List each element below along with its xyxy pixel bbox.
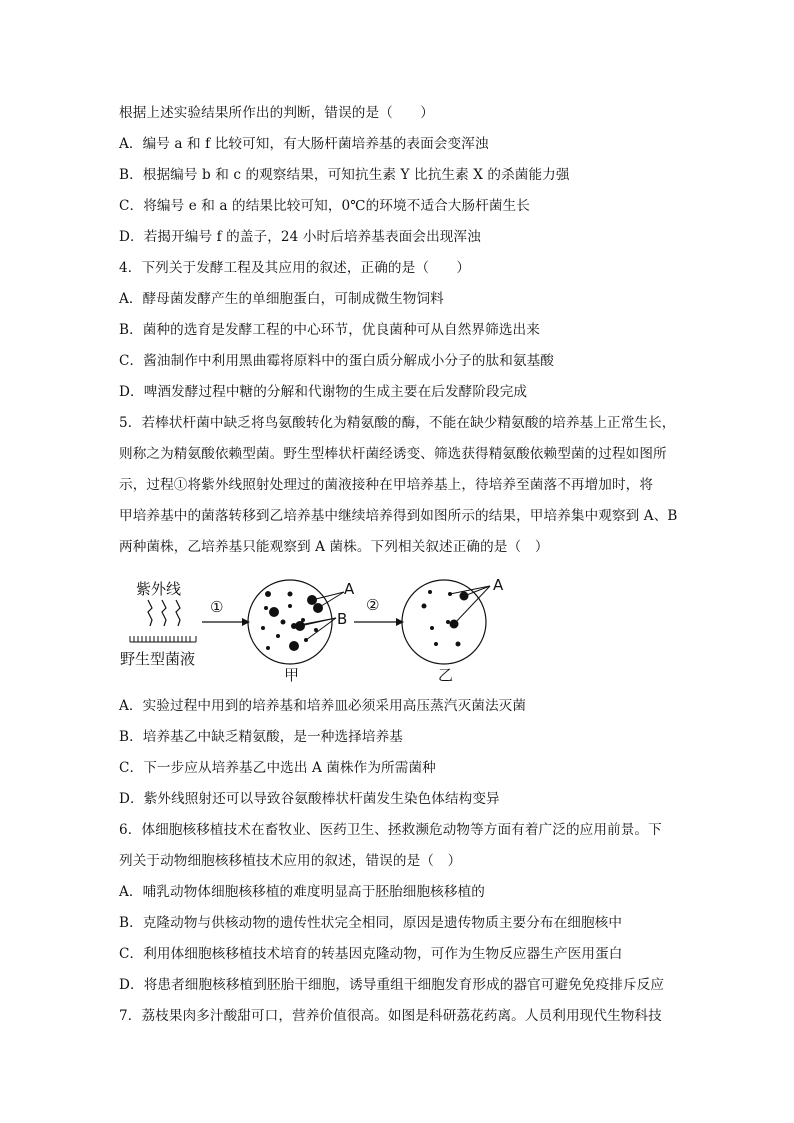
culture-liquid-icon [130,636,196,642]
q6-stem-line-2: 列关于动物细胞核移植技术应用的叙述，错误的是（ ） [119,853,462,869]
q4-stem: 4．下列关于发酵工程及其应用的叙述，正确的是（ ） [119,260,471,276]
q3-option-a: A．编号 a 和 f 比较可知，有大肠杆菌培养基的表面会变浑浊 [119,136,489,152]
dish-yi-colonies [422,590,469,647]
q5-option-c: C．下一步应从培养基乙中选出 A 菌株作为所需菌种 [119,760,436,776]
wild-type-label: 野生型菌液 [120,650,196,668]
q6-option-c: C．利用体细胞核移植技术培育的转基因克隆动物，可作为生物反应器生产医用蛋白 [119,946,623,962]
dish-yi-label: 乙 [438,666,454,684]
q6-stem-line-1: 6．体细胞核移植技术在畜牧业、医药卫生、拯救濒危动物等方面有着广泛的应用前景。下 [119,822,662,838]
q7-stem-line-1: 7．荔枝果肉多汁酸甜可口，营养价值很高。如图是科研荔花药离。人员利用现代生物科技 [119,1008,662,1024]
q5-option-b: B．培养基乙中缺乏精氨酸，是一种选择培养基 [119,729,403,745]
q3-stem: 根据上述实验结果所作出的判断，错误的是（ ） [119,105,434,121]
uv-rays-icon [148,600,180,626]
label-a-dish-yi: A [493,576,504,594]
q5-stem-line-4: 甲培养基中的菌落转移到乙培养基中继续培养得到如图所示的结果，甲培养集中观察到 A、B [119,508,678,524]
q5-option-a: A．实验过程中用到的培养基和培养皿必须采用高压蒸汽灭菌法灭菌 [119,698,527,714]
q6-option-a: A．哺乳动物体细胞核移植的难度明显高于胚胎细胞核移植的 [119,884,485,900]
q5-stem-line-1: 5．若棒状杆菌中缺乏将鸟氨酸转化为精氨酸的酶，不能在缺少精氨酸的培养基上正常生长， [119,415,676,431]
q6-option-b: B．克隆动物与供核动物的遗传性状完全相同，原因是遗传物质主要分布在细胞核中 [119,915,623,931]
step-1-label: ① [210,598,224,616]
dish-jia-label: 甲 [284,666,300,684]
step-2-label: ② [366,596,380,614]
q4-option-a: A．酵母菌发酵产生的单细胞蛋白，可制成微生物饲料 [119,291,444,307]
arrow-1-head-icon [242,618,250,626]
q3-option-d: D．若揭开编号 f 的盖子，24 小时后培养基表面会出现浑浊 [119,229,481,245]
culture-diagram [118,572,518,684]
q5-option-d: D．紫外线照射还可以导致谷氨酸棒状杆菌发生染色体结构变异 [119,791,500,807]
label-a-dish-jia: A [344,580,355,598]
arrow-2-head-icon [396,618,404,626]
q5-stem-line-2: 则称之为精氨酸依赖型菌。野生型棒状杆菌经诱变、筛选获得精氨酸依赖型菌的过程如图所 [119,446,667,462]
dish-yi-pointer-lines [450,586,490,624]
q4-option-d: D．啤酒发酵过程中糖的分解和代谢物的生成主要在后发酵阶段完成 [119,384,528,400]
q6-option-d: D．将患者细胞核移植到胚胎干细胞，诱导重组干细胞发育形成的器官可避免免疫排斥反应 [119,977,665,993]
q4-option-c: C．酱油制作中利用黑曲霉将原料中的蛋白质分解成小分子的肽和氨基酸 [119,353,555,369]
uv-label: 紫外线 [136,580,182,598]
q5-stem-line-5: 两种菌株，乙培养基只能观察到 A 菌株。下列相关叙述正确的是（ ） [119,539,549,555]
label-b-dish-jia: B [337,610,348,628]
q3-option-b: B．根据编号 b 和 c 的观察结果，可知抗生素 Y 比抗生素 X 的杀菌能力强 [119,167,570,183]
q5-stem-line-3: 示，过程①将紫外线照射处理过的菌液接种在甲培养基上，待培养至菌落不再增加时，将 [119,477,654,493]
q3-option-c: C．将编号 e 和 a 的结果比较可知，0℃的环境不适合大肠杆菌生长 [119,198,530,214]
q4-option-b: B．菌种的选育是发酵工程的中心环节，优良菌种可从自然界筛选出来 [119,322,540,338]
